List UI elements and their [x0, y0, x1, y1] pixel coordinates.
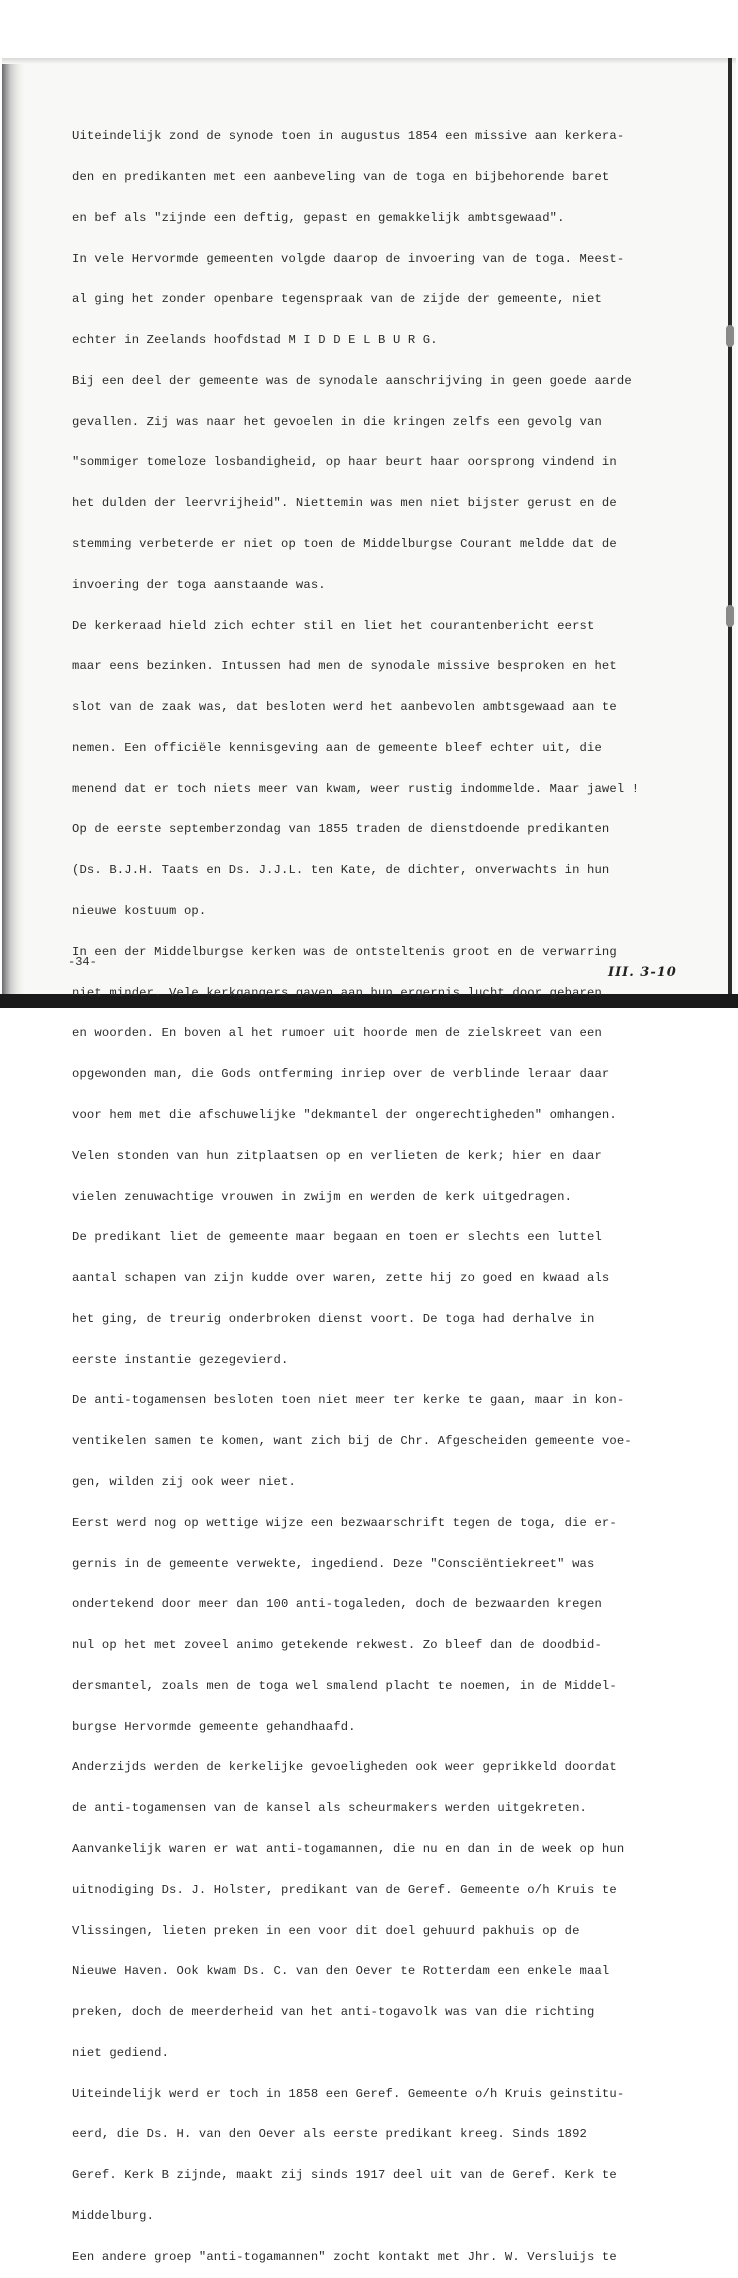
text-line: maar eens bezinken. Intussen had men de synodale missive besproken en het: [72, 659, 617, 674]
text-line: Bij een deel der gemeente was de synodale aanschrijving in geen goede aarde: [72, 373, 632, 388]
text-line: het dulden der leervrijheid". Niettemin was men niet bijster gerust en de: [72, 496, 617, 511]
text-line: den en predikanten met een aanbeveling van de toga en bijbehorende baret: [72, 169, 610, 184]
text-line: Middelburg.: [72, 2209, 155, 2224]
scan-right-edge: [728, 58, 732, 1004]
text-line: niet gediend.: [72, 2045, 170, 2060]
text-line: echter in Zeelands hoofdstad M I D D E L B U R G.: [72, 333, 438, 348]
text-line: "sommiger tomeloze losbandigheid, op haar beurt haar oorsprong vindend in: [72, 455, 617, 470]
punch-hole: [726, 605, 734, 627]
text-line: Nieuwe Haven. Ook kwam Ds. C. van den Oever te Rotterdam een enkele maal: [72, 1964, 610, 1979]
text-line: De anti-togamensen besloten toen niet meer ter kerke te gaan, maar in kon-: [72, 1393, 625, 1408]
text-line: Een andere groep "anti-togamannen" zocht kontakt met Jhr. W. Versluijs te: [72, 2249, 617, 2264]
text-line: nul op het met zoveel animo getekende rekwest. Zo bleef dan de doodbid-: [72, 1638, 602, 1653]
text-line: invoering der toga aanstaande was.: [72, 577, 326, 592]
text-line: aantal schapen van zijn kudde over waren, zette hij zo goed en kwaad als: [72, 1271, 610, 1286]
text-line: gernis in de gemeente verwekte, ingediend. Deze "Consciëntiekreet" was: [72, 1556, 595, 1571]
text-line: de anti-togamensen van de kansel als scheurmakers werden uitgekreten.: [72, 1801, 587, 1816]
text-line: slot van de zaak was, dat besloten werd het aanbevolen ambtsgewaad aan te: [72, 700, 617, 715]
text-line: eerste instantie gezegevierd.: [72, 1352, 289, 1367]
text-line: Anderzijds werden de kerkelijke gevoeligheden ook weer geprikkeld doordat: [72, 1760, 617, 1775]
text-line: eerd, die Ds. H. van den Oever als eerste predikant kreeg. Sinds 1892: [72, 2127, 587, 2142]
scan-top-shadow: [2, 58, 736, 64]
punch-hole: [726, 325, 734, 347]
text-line: Vlissingen, lieten preken in een voor dit doel gehuurd pakhuis op de: [72, 1923, 580, 1938]
text-line: al ging het zonder openbare tegenspraak van de zijde der gemeente, niet: [72, 292, 602, 307]
text-line: opgewonden man, die Gods ontferming inriep over de verblinde leraar daar: [72, 1067, 610, 1082]
text-line: menend dat er toch niets meer van kwam, weer rustig indommelde. Maar jawel !: [72, 781, 640, 796]
text-line: nemen. Een officiële kennisgeving aan de gemeente bleef echter uit, die: [72, 740, 602, 755]
text-line: dersmantel, zoals men de toga wel smalend placht te noemen, in de Middel-: [72, 1678, 617, 1693]
text-line: vielen zenuwachtige vrouwen in zwijm en werden de kerk uitgedragen.: [72, 1189, 573, 1204]
text-line: In een der Middelburgse kerken was de ontsteltenis groot en de verwarring: [72, 944, 617, 959]
archive-reference: III. 3-10: [608, 965, 677, 980]
page-number: -34-: [68, 955, 97, 969]
text-line: Aanvankelijk waren er wat anti-togamannen, die nu en dan in de week op hun: [72, 1842, 625, 1856]
text-line: ventikelen samen te komen, want zich bij de Chr. Afgescheiden gemeente voe-: [72, 1434, 632, 1449]
text-line: en bef als "zijnde een deftig, gepast en gemakkelijk ambtsgewaad".: [72, 210, 565, 225]
text-line: (Ds. B.J.H. Taats en Ds. J.J.L. ten Kate, de dichter, onverwachts in hun: [72, 863, 610, 878]
scan-left-edge: [2, 58, 24, 1004]
text-line: stemming verbeterde er niet op toen de Middelburgse Courant meldde dat de: [72, 537, 617, 551]
text-line: ondertekend door meer dan 100 anti-togaleden, doch de bezwaarden kregen: [72, 1597, 602, 1612]
text-line: Uiteindelijk werd er toch in 1858 een Geref. Gemeente o/h Kruis geinstitu-: [72, 2086, 625, 2101]
text-line: Velen stonden van hun zitplaatsen op en verlieten de kerk; hier en daar: [72, 1148, 602, 1163]
text-line: en woorden. En boven al het rumoer uit hoorde men de zielskreet van een: [72, 1026, 602, 1041]
text-line: preken, doch de meerderheid van het anti-togavolk was van die richting: [72, 2005, 595, 2020]
text-line: het ging, de treurig onderbroken dienst voort. De toga had derhalve in: [72, 1311, 595, 1326]
text-line: Eerst werd nog op wettige wijze een bezwaarschrift tegen de toga, die er-: [72, 1515, 617, 1530]
text-line: De predikant liet de gemeente maar begaan en toen er slechts een luttel: [72, 1230, 602, 1245]
text-line: Geref. Kerk B zijnde, maakt zij sinds 1917 deel uit van de Geref. Kerk te: [72, 2168, 617, 2183]
text-line: Op de eerste septemberzondag van 1855 traden de dienstdoende predikanten: [72, 822, 610, 837]
text-line: De kerkeraad hield zich echter stil en liet het courantenbericht eerst: [72, 618, 595, 633]
typewritten-body: [72, 103, 722, 2278]
text-line: gen, wilden zij ook weer niet.: [72, 1474, 296, 1489]
text-line: Uiteindelijk zond de synode toen in augustus 1854 een missive aan kerkera-: [72, 129, 625, 144]
text-line: nieuwe kostuum op.: [72, 904, 207, 919]
text-line: uitnodiging Ds. J. Holster, predikant van de Geref. Gemeente o/h Kruis te: [72, 1882, 617, 1897]
text-line: In vele Hervormde gemeenten volgde daarop de invoering van de toga. Meest-: [72, 251, 625, 266]
text-line: gevallen. Zij was naar het gevoelen in die kringen zelfs een gevolg van: [72, 414, 602, 429]
text-line: burgse Hervormde gemeente gehandhaafd.: [72, 1719, 356, 1734]
text-line: voor hem met die afschuwelijke "dekmantel der ongerechtigheden" omhangen.: [72, 1107, 617, 1122]
text-line: niet minder. Vele kerkgangers gaven aan hun ergernis lucht door gebaren: [72, 985, 602, 1000]
